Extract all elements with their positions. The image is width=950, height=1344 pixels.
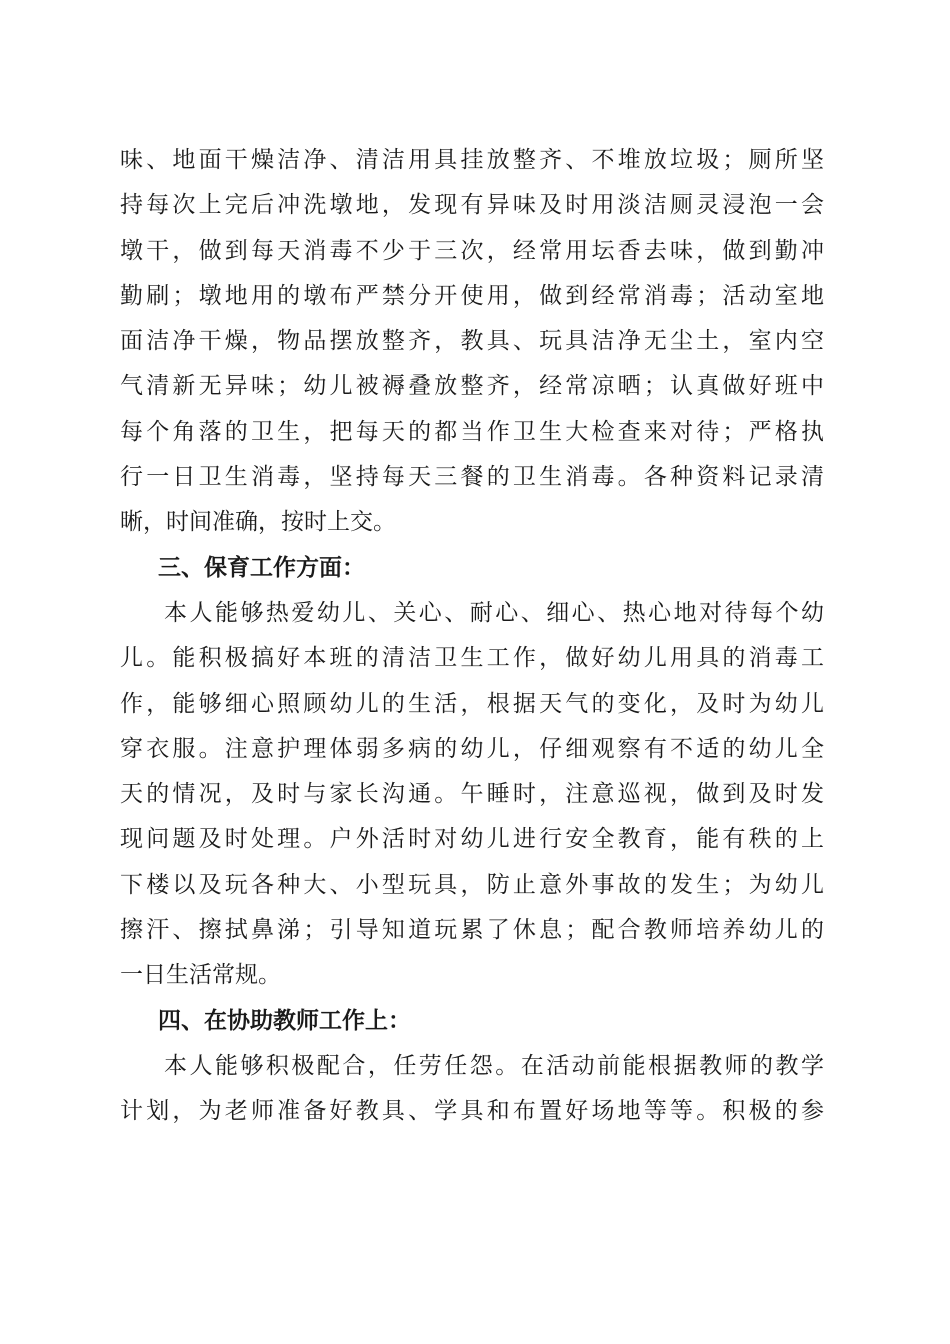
section-heading-assist-teacher: 四、在协助教师工作上： [158,1007,411,1034]
text-line: 儿。能积极搞好本班的清洁卫生工作，做好幼儿用具的消毒工 [120,645,824,672]
text-line: 天的情况，及时与家长沟通。午睡时，注意巡视，做到及时发 [120,781,824,808]
text-line: 擦汗、擦拭鼻涕；引导知道玩累了休息；配合教师培养幼儿的 [120,917,824,944]
text-line: 一日生活常规。 [120,962,281,989]
text-line: 墩干，做到每天消毒不少于三次，经常用坛香去味，做到勤冲 [120,237,824,264]
paragraph-childcare [120,591,824,999]
text-line: 味、地面干燥洁净、清洁用具挂放整齐、不堆放垃圾；厕所坚 [120,147,824,173]
text-line: 持每次上完后冲洗墩地，发现有异味及时用淡洁厕灵浸泡一会 [120,192,824,219]
text-line: 现问题及时处理。户外活时对幼儿进行安全教育，能有秩的上 [120,826,824,853]
section-heading-childcare: 三、保育工作方面： [158,554,365,581]
document-body [120,138,824,1135]
text-line: 每个角落的卫生，把每天的都当作卫生大检查来对待；严格执 [120,418,824,445]
paragraph-assist-teacher [120,1044,824,1135]
text-line: 本人能够热爱幼儿、关心、耐心、细心、热心地对待每个幼 [164,599,824,626]
text-line: 晰，时间准确，按时上交。 [120,509,396,536]
text-line: 本人能够积极配合，任劳任怨。在活动前能根据教师的教学 [164,1052,824,1079]
text-line: 行一日卫生消毒，坚持每天三餐的卫生消毒。各种资料记录清 [120,464,824,491]
text-line: 计划，为老师准备好教具、学具和布置好场地等等。积极的参 [120,1098,824,1125]
text-line: 勤刷；墩地用的墩布严禁分开使用，做到经常消毒；活动室地 [120,282,824,309]
text-line: 作，能够细心照顾幼儿的生活，根据天气的变化，及时为幼儿 [120,690,824,717]
text-line: 下楼以及玩各种大、小型玩具，防止意外事故的发生；为幼儿 [120,871,824,898]
text-line: 面洁净干燥，物品摆放整齐，教具、玩具洁净无尘土，室内空 [120,328,824,355]
text-line: 穿衣服。注意护理体弱多病的幼儿，仔细观察有不适的幼儿全 [120,735,824,762]
text-line: 气清新无异味；幼儿被褥叠放整齐，经常凉晒；认真做好班中 [120,373,824,400]
paragraph-hygiene [120,138,824,546]
